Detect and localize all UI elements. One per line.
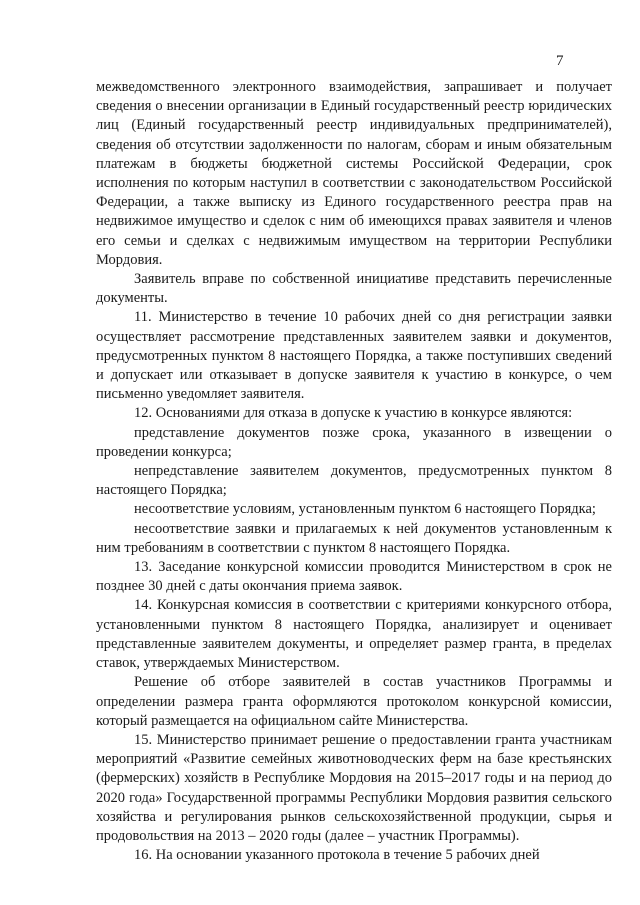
paragraph-item-12: 12. Основаниями для отказа в допуске к участию в конкурсе являются: — [134, 405, 573, 422]
paragraph-item-11: 11. Министерство в течение 10 рабочих дней со дня регистрации заявки осуществляет рассмотрение представленных заявителем заявки и документов, предусмотренных пунктом 8 настоящего Порядка, а также поступивших сведений и допускает или отказывает в допуске заявителя к участию в конкурсе, о чем письменно уведомляет заявителя. — [96, 309, 612, 403]
document-body — [96, 78, 612, 865]
paragraph-item-14: 14. Конкурсная комиссия в соответствии с критериями конкурсного отбора, установленными пунктом 8 настоящего Порядка, анализирует и оценивает представленные заявителем документы, и определяет размер гранта, в пределах ставок, утверждаемых Министерством. — [96, 597, 612, 672]
paragraph-item-16: 16. На основании указанного протокола в течение 5 рабочих дней — [134, 847, 540, 864]
page-number: 7 — [556, 53, 564, 69]
paragraph-applicant-right: Заявитель вправе по собственной инициативе представить перечисленные документы. — [96, 271, 612, 307]
paragraph-decision: Решение об отборе заявителей в состав участников Программы и определении размера гранта оформляются протоколом конкурсной комиссии, который размещается на официальном сайте Министерства. — [96, 674, 612, 729]
paragraph-item-13: 13. Заседание конкурсной комиссии проводится Министерством в срок не позднее 30 дней с даты окончания приема заявок. — [96, 559, 612, 595]
paragraph-refusal-2: непредставление заявителем документов, предусмотренных пунктом 8 настоящего Порядка; — [96, 463, 612, 499]
paragraph-item-15: 15. Министерство принимает решение о предоставлении гранта участникам мероприятий «Развитие семейных животноводческих ферм на базе крестьянских (фермерских) хозяйств в Республике Мордовия на 2015–2017 годы и на период до 2020 года» Государственной программы Республики Мордовия развития сельского хозяйства и регулирования рынков сельскохозяйственной продукции, сырья и продовольствия на 2013 – 2020 годы (далее – участник Программы). — [96, 731, 612, 844]
paragraph-refusal-3: несоответствие условиям, установленным пунктом 6 настоящего Порядка; — [134, 501, 596, 518]
paragraph-interagency: межведомственного электронного взаимодействия, запрашивает и получает сведения о внесении организации в Единый государственный реестр юридических лиц (Единый государственный реестр индивидуальных предпринимателей), сведения об отсутствии задолженности по налогам, сборам и иным обязательным платежам в бюджеты бюджетной системы Российской Федерации, срок исполнения по которым наступил в соответствии с законодательством Российской Федерации, а также выписку из Единого государственного реестра прав на недвижимое имущество и сделок с ним об имеющихся правах заявителя и членов его семьи и сделках с недвижимым имуществом на территории Республики Мордовия. — [96, 79, 612, 268]
paragraph-refusal-1: представление документов позже срока, указанного в извещении о проведении конкурса; — [96, 424, 612, 460]
paragraph-refusal-4: несоответствие заявки и прилагаемых к ней документов установленным к ним требованиям в соответствии с пунктом 8 настоящего Порядка. — [96, 520, 612, 556]
